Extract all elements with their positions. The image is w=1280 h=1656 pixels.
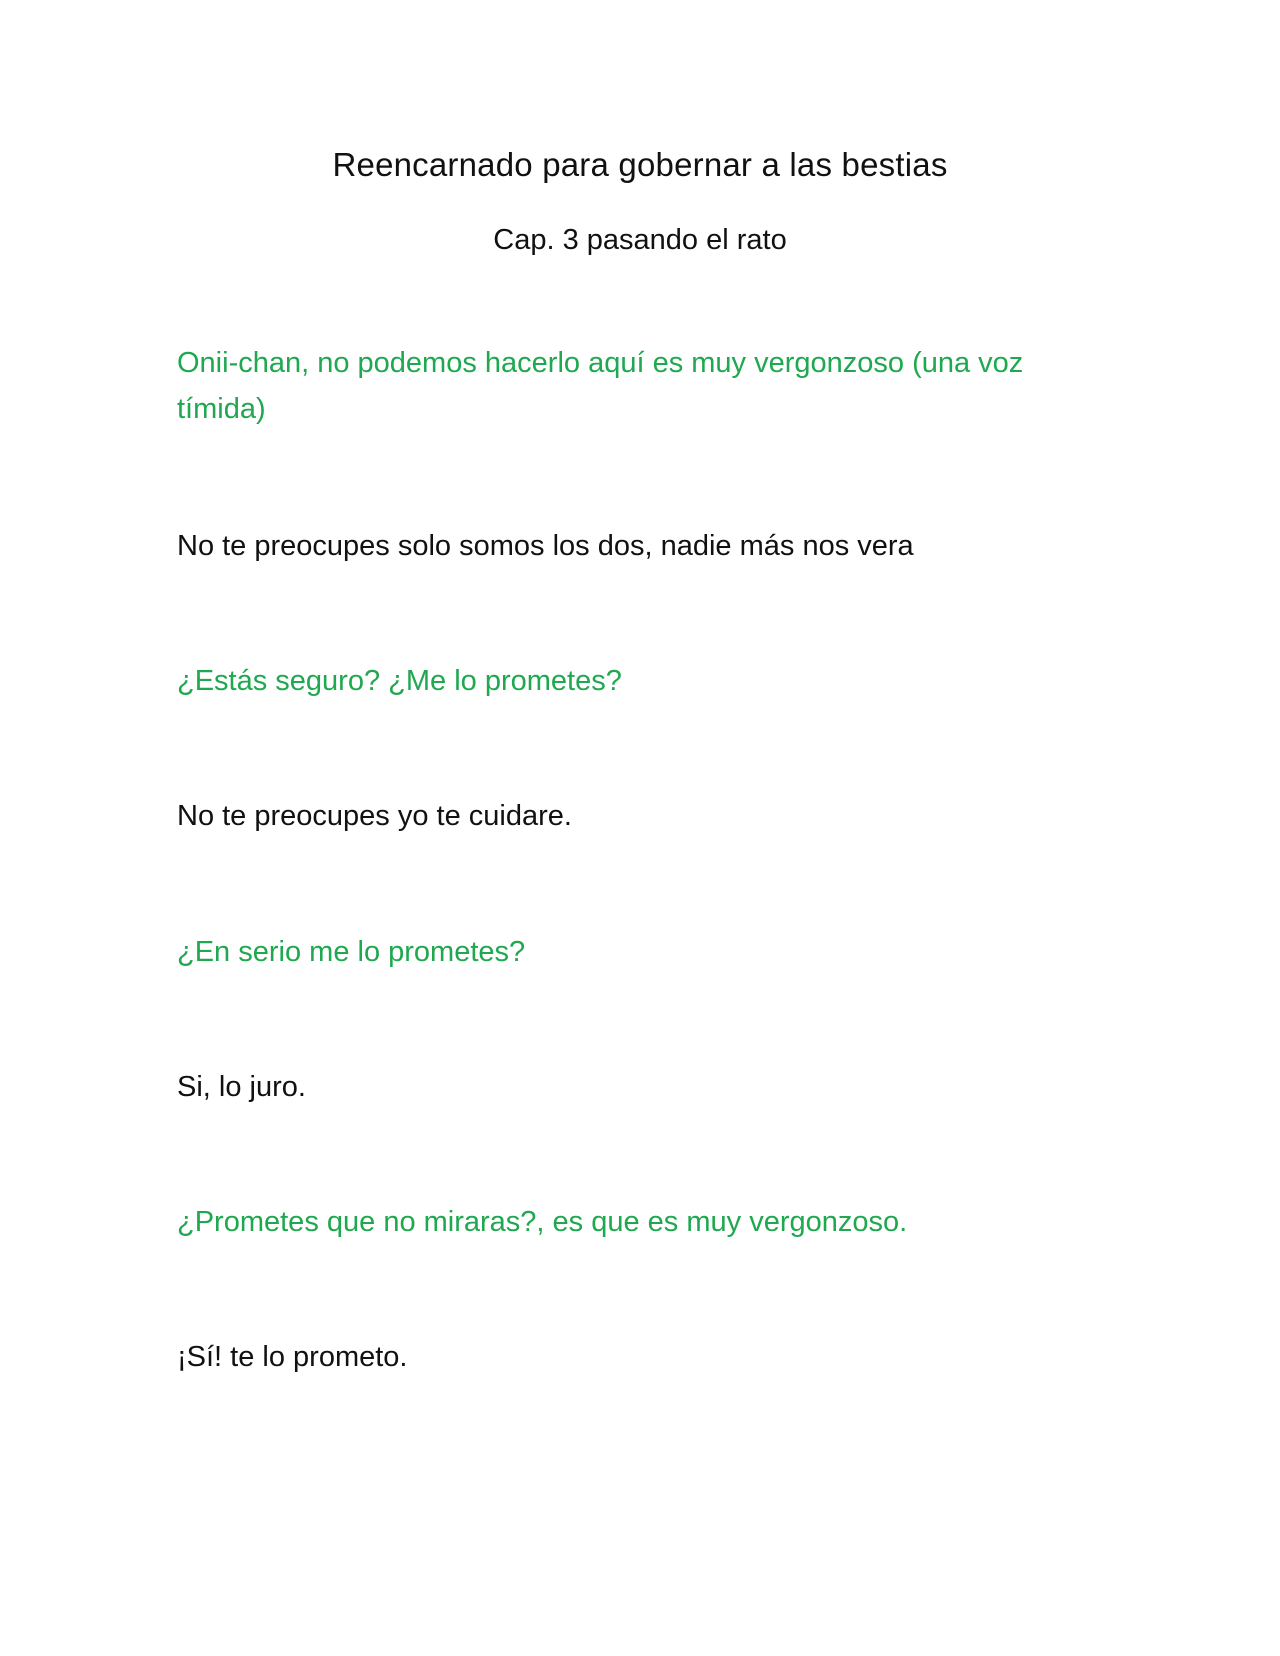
document-title: Reencarnado para gobernar a las bestias — [332, 146, 948, 183]
dialogue-line: ¿En serio me lo prometes? — [177, 936, 526, 968]
dialogue-line: No te preocupes solo somos los dos, nadie más nos vera — [177, 530, 914, 562]
dialogue-line: Onii-chan, no podemos hacerlo aquí es muy vergonzoso (una voz tímida) — [177, 347, 1024, 425]
dialogue-line: Si, lo juro. — [177, 1071, 306, 1103]
dialogue-line: ¡Sí! te lo prometo. — [177, 1341, 408, 1373]
dialogue-line: No te preocupes yo te cuidare. — [177, 800, 572, 832]
dialogue-line: ¿Estás seguro? ¿Me lo prometes? — [177, 665, 622, 697]
chapter-subtitle: Cap. 3 pasando el rato — [493, 224, 787, 256]
dialogue-line: ¿Prometes que no miraras?, es que es muy vergonzoso. — [177, 1206, 908, 1238]
